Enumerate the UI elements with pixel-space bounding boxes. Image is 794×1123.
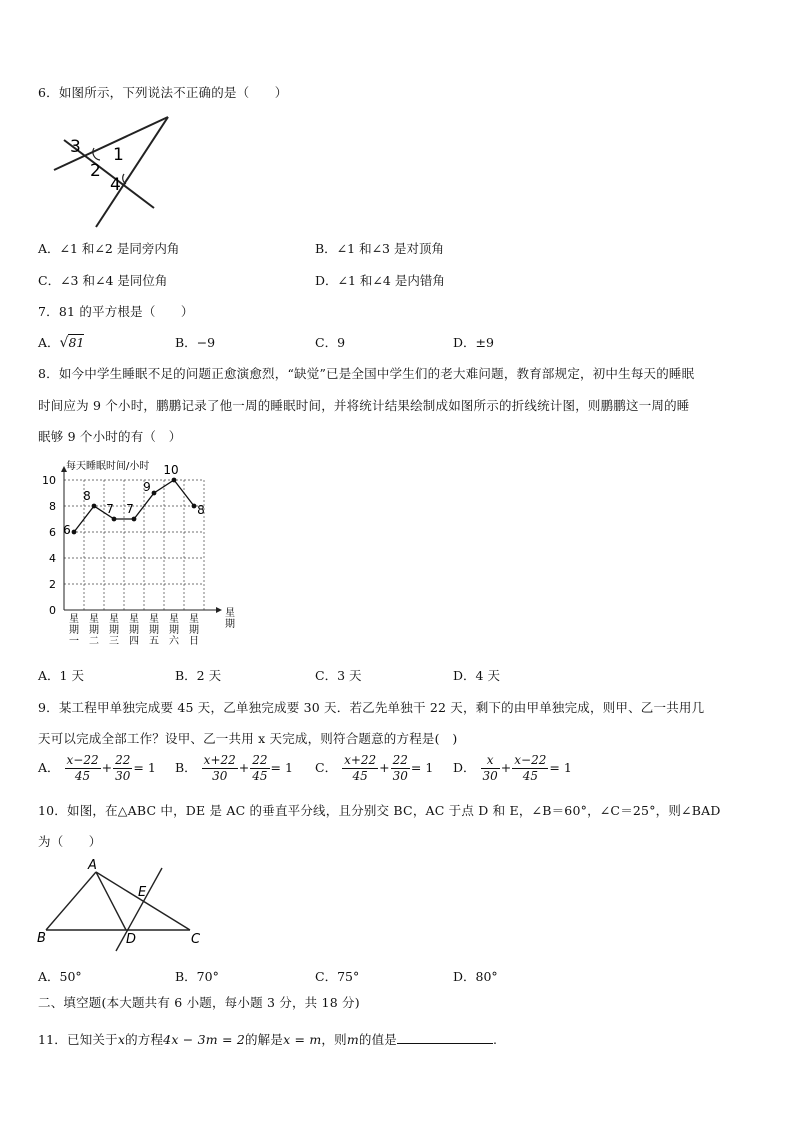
q10-label-b: B bbox=[37, 931, 46, 946]
q11-var: x bbox=[117, 1032, 126, 1047]
q11-solution: x = m bbox=[283, 1032, 322, 1047]
q10-option-b[interactable]: B．70° bbox=[175, 969, 219, 984]
q9-option-c-op: + bbox=[379, 760, 390, 775]
q8-option-b[interactable]: B．2 天 bbox=[175, 668, 222, 683]
q9-option-a-label: A． bbox=[38, 760, 60, 775]
q8-option-c[interactable]: C．3 天 bbox=[315, 668, 362, 683]
q9-option-b-frac2-num: 22 bbox=[252, 753, 268, 767]
chart-xtick-label: 星期日 bbox=[189, 614, 199, 647]
q8-option-a[interactable]: A．1 天 bbox=[38, 668, 84, 683]
q9-option-a-frac1-num: x−22 bbox=[66, 753, 99, 767]
q9-option-c-frac2 bbox=[391, 753, 410, 784]
chart-point bbox=[192, 504, 197, 509]
chart-ytick-label: 4 bbox=[49, 552, 56, 565]
q9-option-d-frac2 bbox=[512, 753, 548, 784]
q8-stem-line-3: 眠够 9 个小时的有（ ） bbox=[38, 429, 182, 444]
chart-point bbox=[152, 491, 157, 496]
q6-option-c[interactable]: C．∠3 和∠4 是同位角 bbox=[38, 273, 168, 288]
q11-prefix: 11．已知关于 bbox=[38, 1032, 118, 1047]
q7-option-a-value: 81 bbox=[68, 335, 85, 350]
chart-ytick-label: 2 bbox=[49, 578, 56, 591]
chart-data-label: 7 bbox=[106, 502, 114, 516]
q6-label-4: 4 bbox=[110, 175, 121, 195]
q7-option-a-label: A． bbox=[38, 335, 60, 350]
q10-figure bbox=[36, 856, 216, 956]
q10-label-e: E bbox=[138, 885, 147, 900]
q8-line-chart bbox=[38, 455, 258, 655]
q11-mid1: 的方程 bbox=[125, 1032, 164, 1047]
q7-option-b[interactable] bbox=[175, 333, 215, 351]
chart-data-label: 8 bbox=[83, 489, 91, 503]
q9-option-b-op: + bbox=[238, 760, 250, 775]
chart-ytick-label: 8 bbox=[49, 500, 56, 513]
q11-stem bbox=[38, 1030, 497, 1048]
q9-option-c-frac2-den: 30 bbox=[392, 769, 408, 783]
q6-option-a[interactable]: A．∠1 和∠2 是同旁内角 bbox=[38, 241, 180, 256]
q9-option-c[interactable] bbox=[315, 753, 433, 784]
q9-option-c-frac1-num: x+22 bbox=[344, 753, 377, 767]
q9-option-a-frac2-den: 30 bbox=[115, 769, 131, 783]
chart-ytick-label: 0 bbox=[49, 604, 56, 617]
q9-option-d-frac1 bbox=[481, 753, 500, 784]
chart-ylabel: 每天睡眠时间/小时 bbox=[66, 461, 150, 472]
q9-option-b-frac2-den: 45 bbox=[252, 769, 268, 783]
q9-option-d-rhs: = 1 bbox=[549, 760, 572, 775]
q11-equation: 4x − 3m = 2 bbox=[163, 1032, 245, 1047]
q6-label-1: 1 bbox=[113, 145, 124, 165]
q9-option-b-frac1-num: x+22 bbox=[203, 753, 236, 767]
q8-option-d[interactable]: D．4 天 bbox=[453, 668, 500, 683]
q10-option-c[interactable]: C．75° bbox=[315, 969, 360, 984]
q9-option-d-label: D． bbox=[453, 760, 476, 775]
q9-option-c-label: C． bbox=[315, 760, 338, 775]
chart-ytick-label: 6 bbox=[49, 526, 56, 539]
q9-option-c-frac1 bbox=[342, 753, 378, 784]
q7-option-c[interactable] bbox=[315, 333, 345, 351]
q9-option-d-frac2-num: x−22 bbox=[514, 753, 547, 767]
q6-figure bbox=[50, 112, 180, 232]
q9-option-b-frac1 bbox=[202, 753, 238, 784]
chart-xtick-label: 星期三 bbox=[109, 614, 119, 647]
chart-point bbox=[112, 517, 117, 522]
q9-option-b-rhs: = 1 bbox=[270, 760, 293, 775]
q9-option-d-frac2-den: 45 bbox=[522, 769, 538, 783]
q11-mid2: 的解是 bbox=[244, 1032, 284, 1047]
q10-label-a: A bbox=[88, 858, 97, 873]
q10-option-a[interactable]: A．50° bbox=[38, 969, 82, 984]
chart-point bbox=[92, 504, 97, 509]
q10-label-c: C bbox=[191, 932, 201, 947]
chart-data-label: 8 bbox=[197, 503, 205, 517]
q9-option-d[interactable] bbox=[453, 753, 572, 784]
q8-stem-line-1: 8．如今中学生睡眠不足的问题正愈演愈烈，“缺觉”已是全国中学生们的老大难问题，教育部规定，初中生每天的睡眠 bbox=[38, 366, 695, 381]
chart-xlabel: 星期 bbox=[225, 608, 235, 630]
q6-label-2: 2 bbox=[90, 161, 101, 181]
q6-option-d[interactable]: D．∠1 和∠4 是内错角 bbox=[315, 273, 445, 288]
chart-xtick-label: 星期一 bbox=[69, 614, 79, 647]
q9-option-a-frac1 bbox=[65, 753, 101, 784]
chart-point bbox=[72, 530, 77, 535]
section-heading: 二、填空题(本大题共有 6 小题，每小题 3 分，共 18 分) bbox=[38, 995, 360, 1010]
q9-option-c-rhs: = 1 bbox=[410, 760, 434, 775]
q9-option-d-frac1-den: 30 bbox=[482, 769, 498, 783]
q9-stem-line-2: 天可以完成全部工作？设甲、乙一共用 x 天完成，则符合题意的方程是( ) bbox=[38, 731, 458, 746]
chart-xtick-label: 星期六 bbox=[169, 614, 179, 647]
chart-data-label: 10 bbox=[163, 463, 179, 477]
q9-stem-line-1: 9．某工程甲单独完成要 45 天，乙单独完成要 30 天．若乙先单独干 22 天，剩下的由甲单独完成，则甲、乙一共用几 bbox=[38, 700, 705, 715]
q7-option-b-value: −9 bbox=[196, 335, 216, 350]
chart-point bbox=[132, 517, 137, 522]
chart-xtick-label: 星期二 bbox=[89, 614, 99, 647]
q11-suffix: 的值是 bbox=[358, 1032, 397, 1047]
q9-option-b-frac2 bbox=[250, 753, 269, 784]
q6-option-b[interactable]: B．∠1 和∠3 是对顶角 bbox=[315, 241, 444, 256]
q6-label-3: 3 bbox=[70, 137, 81, 157]
q10-stem-line-1: 10．如图，在△ABC 中，DE 是 AC 的垂直平分线，且分别交 BC，AC 于点 D 和 E，∠B＝60°，∠C＝25°，则∠BAD bbox=[38, 803, 721, 818]
q6-stem: 6．如图所示，下列说法不正确的是（ ） bbox=[38, 85, 288, 100]
q11-mid3: ，则 bbox=[321, 1032, 347, 1047]
q8-stem-line-2: 时间应为 9 个小时，鹏鹏记录了他一周的睡眠时间，并将统计结果绘制成如图所示的折线统计图，则鹏鹏这一周的睡 bbox=[38, 398, 690, 413]
q7-option-d-label: D． bbox=[453, 335, 476, 350]
q9-option-a-rhs: = 1 bbox=[133, 760, 156, 775]
q9-option-c-frac1-den: 45 bbox=[352, 769, 368, 783]
chart-ytick-label: 10 bbox=[42, 474, 56, 487]
chart-xtick-label: 星期五 bbox=[149, 614, 159, 647]
q9-option-b-frac1-den: 30 bbox=[212, 769, 228, 783]
q9-option-b[interactable] bbox=[175, 753, 293, 784]
q9-option-a-op: + bbox=[101, 760, 113, 775]
q7-stem: 7．81 的平方根是（ ） bbox=[38, 304, 194, 319]
q7-option-b-label: B． bbox=[175, 335, 197, 350]
q7-option-c-label: C． bbox=[315, 335, 338, 350]
q7-option-d-value: ±9 bbox=[475, 335, 494, 350]
q9-option-c-frac2-num: 22 bbox=[392, 753, 408, 767]
chart-point bbox=[172, 478, 177, 483]
q11-answer-blank[interactable] bbox=[397, 1031, 493, 1044]
q10-stem-line-2: 为（ ） bbox=[38, 834, 102, 849]
q7-option-a[interactable] bbox=[38, 333, 84, 351]
sqrt-icon: √ bbox=[59, 335, 69, 351]
chart-xtick-label: 星期四 bbox=[129, 614, 139, 647]
q11-var2: m bbox=[346, 1032, 359, 1047]
q7-option-c-value: 9 bbox=[337, 335, 346, 350]
q9-option-d-op: + bbox=[500, 760, 512, 775]
q9-option-a-frac1-den: 45 bbox=[74, 769, 91, 783]
chart-data-label: 7 bbox=[126, 502, 134, 516]
q11-end: . bbox=[493, 1032, 498, 1047]
chart-data-label: 9 bbox=[143, 480, 151, 494]
q9-option-d-frac1-num: x bbox=[481, 753, 500, 769]
chart-x-arrow-icon bbox=[216, 607, 222, 613]
q7-option-d[interactable] bbox=[453, 333, 494, 351]
q10-label-d: D bbox=[126, 932, 137, 947]
chart-data-label: 6 bbox=[63, 523, 71, 537]
q9-option-b-label: B． bbox=[175, 760, 197, 775]
q9-option-a-frac2-num: 22 bbox=[115, 753, 131, 767]
q9-option-a-frac2 bbox=[113, 753, 132, 784]
q10-option-d[interactable]: D．80° bbox=[453, 969, 498, 984]
q9-option-a[interactable] bbox=[38, 753, 156, 784]
